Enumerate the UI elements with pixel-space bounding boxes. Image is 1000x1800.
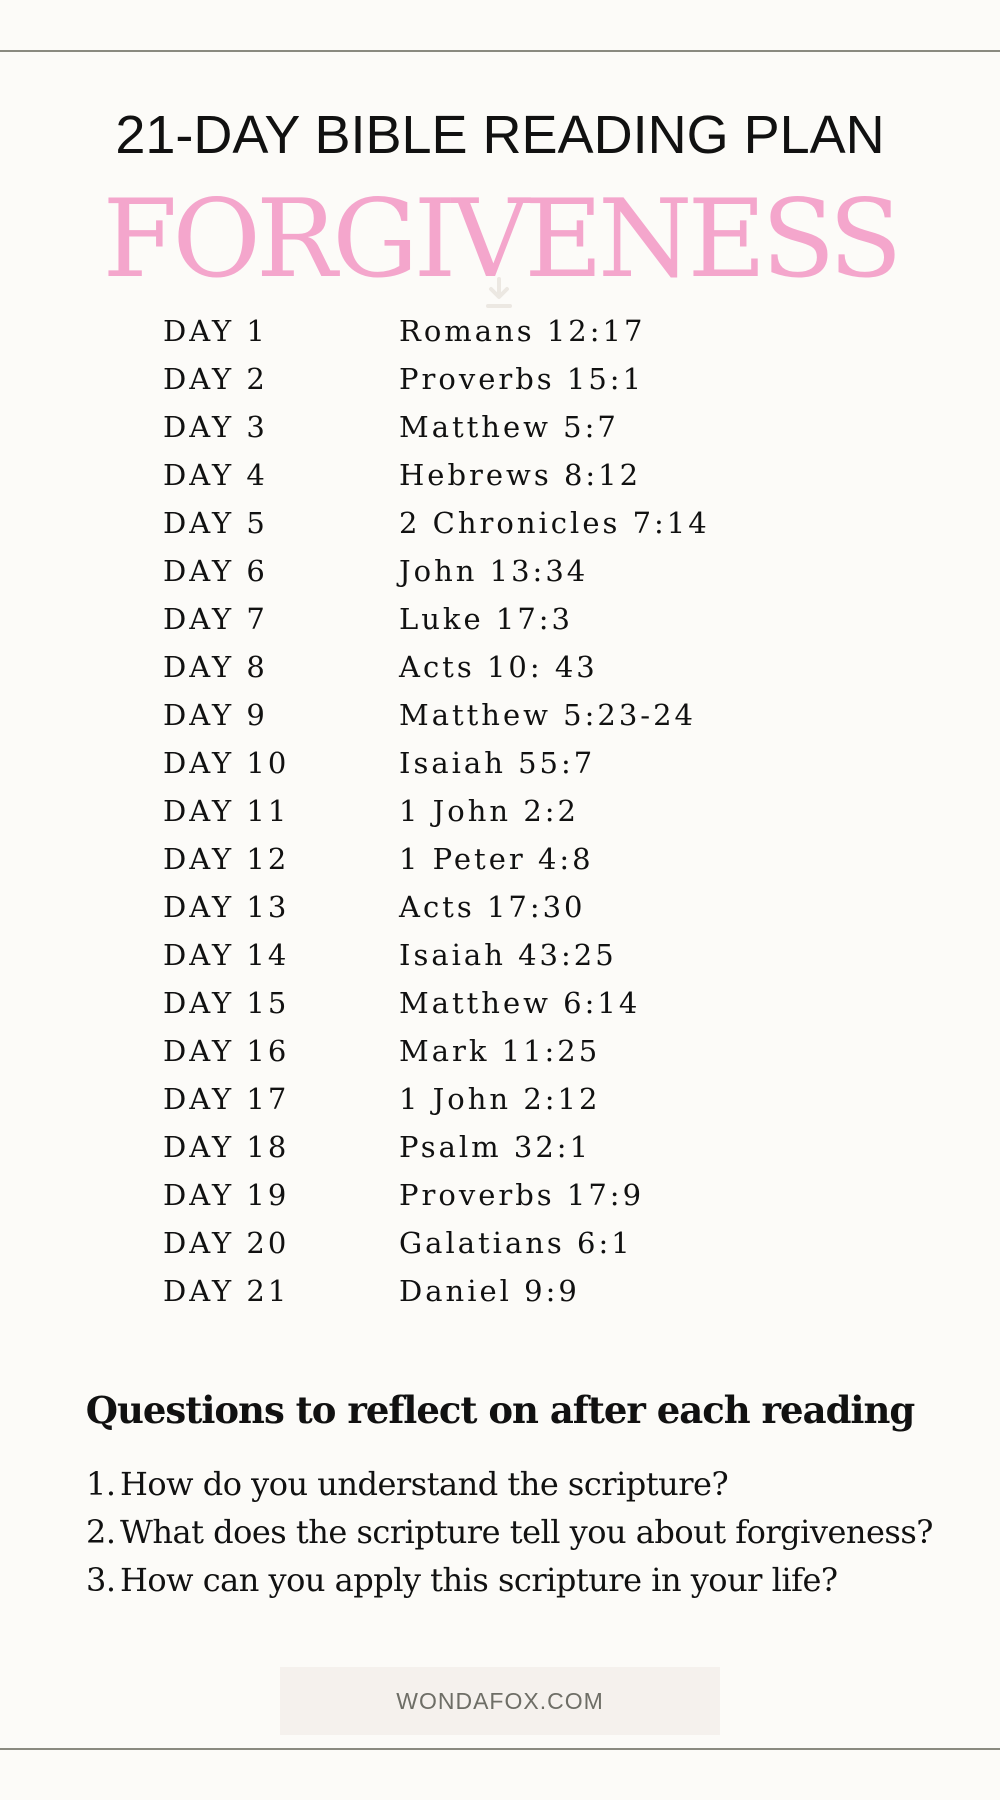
- question-text: How can you apply this scripture in your life?: [120, 1561, 838, 1599]
- scripture-reference: Luke 17:3: [399, 602, 574, 636]
- list-item: [163, 691, 863, 739]
- list-item: [163, 403, 863, 451]
- day-label: DAY 10: [163, 746, 290, 780]
- list-item: [86, 1508, 946, 1556]
- scripture-reference: Galatians 6:1: [399, 1226, 633, 1260]
- scripture-reference: Hebrews 8:12: [399, 458, 642, 492]
- top-divider: [0, 50, 1000, 52]
- list-item: [163, 643, 863, 691]
- scripture-reference: Isaiah 43:25: [399, 938, 617, 972]
- day-label: DAY 4: [163, 458, 268, 492]
- list-item: [163, 595, 863, 643]
- questions-heading: Questions to reflect on after each reading: [85, 1388, 915, 1432]
- day-label: DAY 11: [163, 794, 290, 828]
- day-label: DAY 20: [163, 1226, 290, 1260]
- question-number: 3.: [86, 1561, 116, 1599]
- scripture-reference: 1 John 2:12: [399, 1082, 601, 1116]
- scripture-reference: Acts 10: 43: [399, 650, 598, 684]
- day-label: DAY 18: [163, 1130, 290, 1164]
- list-item: [163, 931, 863, 979]
- question-text: What does the scripture tell you about forgiveness?: [120, 1513, 933, 1551]
- list-item: [163, 355, 863, 403]
- list-item: [163, 1075, 863, 1123]
- scripture-reference: 2 Chronicles 7:14: [399, 506, 710, 540]
- scripture-reference: Romans 12:17: [399, 314, 646, 348]
- day-label: DAY 14: [163, 938, 290, 972]
- page-title: 21-DAY BIBLE READING PLAN: [115, 105, 885, 165]
- day-label: DAY 8: [163, 650, 268, 684]
- day-label: DAY 19: [163, 1178, 290, 1212]
- day-label: DAY 1: [163, 314, 268, 348]
- reading-plan-list: [163, 307, 863, 1315]
- question-number: 2.: [86, 1513, 116, 1551]
- list-item: [163, 1171, 863, 1219]
- scripture-reference: Matthew 6:14: [399, 986, 641, 1020]
- day-label: DAY 7: [163, 602, 268, 636]
- list-item: [163, 307, 863, 355]
- day-label: DAY 17: [163, 1082, 290, 1116]
- question-text: How do you understand the scripture?: [120, 1465, 729, 1503]
- scripture-reference: Matthew 5:7: [399, 410, 619, 444]
- day-label: DAY 2: [163, 362, 268, 396]
- list-item: [163, 1123, 863, 1171]
- list-item: [163, 787, 863, 835]
- question-number: 1.: [86, 1465, 116, 1503]
- day-label: DAY 5: [163, 506, 268, 540]
- day-label: DAY 9: [163, 698, 268, 732]
- day-label: DAY 13: [163, 890, 290, 924]
- list-item: [163, 547, 863, 595]
- questions-list: [86, 1460, 946, 1604]
- bottom-divider: [0, 1748, 1000, 1750]
- scripture-reference: Matthew 5:23-24: [399, 698, 696, 732]
- footer-site-link[interactable]: WONDAFOX.COM: [396, 1687, 604, 1714]
- scripture-reference: Daniel 9:9: [399, 1274, 580, 1308]
- list-item: [163, 1267, 863, 1315]
- day-label: DAY 6: [163, 554, 268, 588]
- page-subtitle: FORGIVENESS: [102, 177, 898, 302]
- list-item: [163, 499, 863, 547]
- scripture-reference: Psalm 32:1: [399, 1130, 592, 1164]
- scripture-reference: 1 Peter 4:8: [399, 842, 594, 876]
- scripture-reference: Proverbs 17:9: [399, 1178, 645, 1212]
- day-label: DAY 3: [163, 410, 268, 444]
- scripture-reference: Mark 11:25: [399, 1034, 601, 1068]
- scripture-reference: John 13:34: [399, 554, 589, 588]
- list-item: [163, 1219, 863, 1267]
- list-item: [163, 739, 863, 787]
- scripture-reference: Acts 17:30: [399, 890, 586, 924]
- list-item: [86, 1556, 946, 1604]
- scripture-reference: Isaiah 55:7: [399, 746, 596, 780]
- day-label: DAY 16: [163, 1034, 290, 1068]
- day-label: DAY 15: [163, 986, 290, 1020]
- scripture-reference: Proverbs 15:1: [399, 362, 645, 396]
- download-icon: [484, 276, 514, 310]
- day-label: DAY 12: [163, 842, 290, 876]
- footer-banner: [280, 1667, 720, 1735]
- list-item: [163, 979, 863, 1027]
- list-item: [163, 883, 863, 931]
- scripture-reference: 1 John 2:2: [399, 794, 579, 828]
- list-item: [86, 1460, 946, 1508]
- list-item: [163, 1027, 863, 1075]
- day-label: DAY 21: [163, 1274, 290, 1308]
- list-item: [163, 835, 863, 883]
- list-item: [163, 451, 863, 499]
